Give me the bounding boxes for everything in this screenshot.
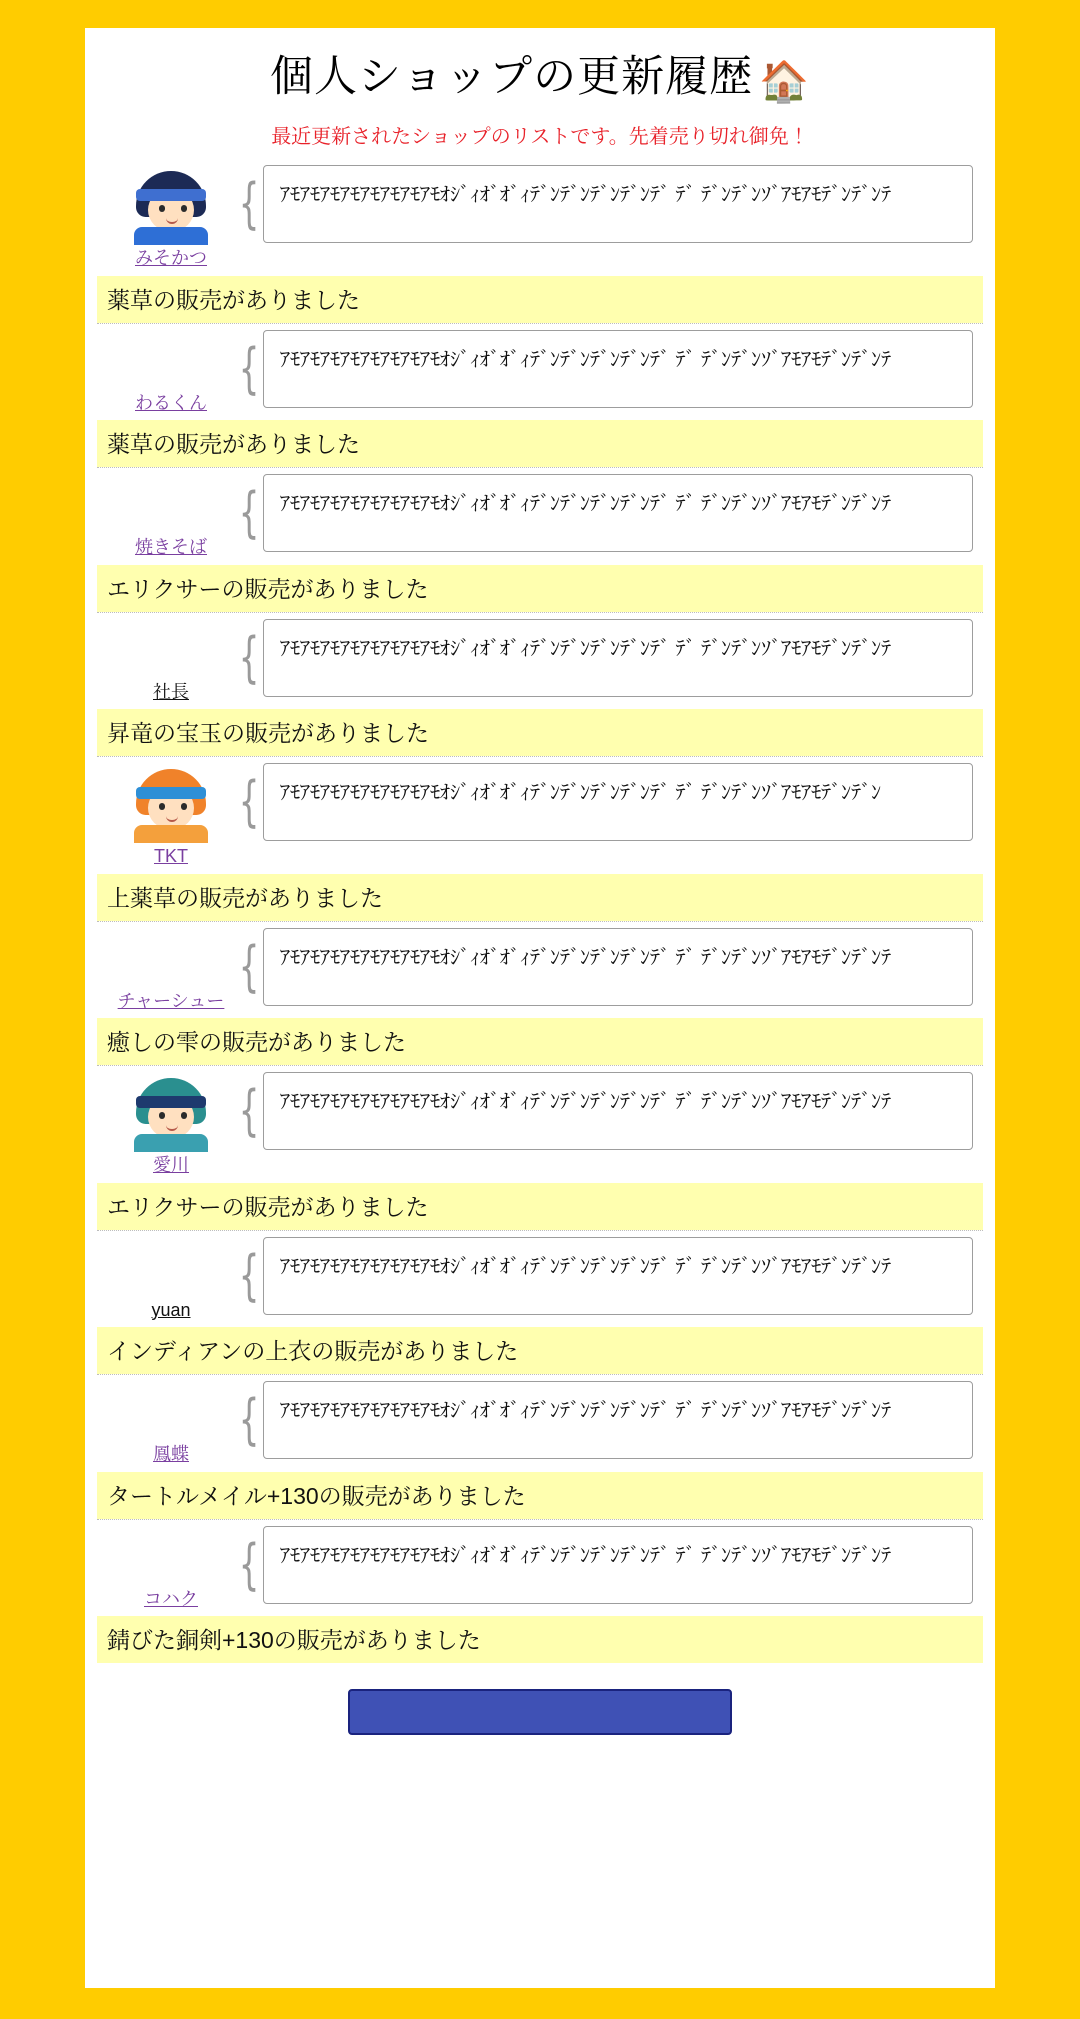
bubble-wrapper	[238, 1526, 983, 1604]
bubble-wrapper	[238, 165, 983, 243]
bubble-tail-icon: {	[238, 625, 260, 689]
comment-bubble: ｱﾓｱﾓｱﾓｱﾓｱﾓｱﾓｱﾓｱﾓｵｼﾞｨｵﾞｵﾞｨﾃﾞﾝﾃﾞﾝﾃﾞﾝﾃﾞﾝﾃﾞ ﾃﾞ ﾃﾞﾝﾃﾞﾝｿﾞｱﾓｱﾓﾃﾞﾝﾃﾞﾝﾃ	[263, 1072, 973, 1150]
avatar-column	[97, 763, 245, 868]
avatar-placeholder	[128, 1239, 214, 1297]
bubble-wrapper	[238, 1072, 983, 1150]
bubble-tail-icon: {	[238, 336, 260, 400]
update-note: 薬草の販売がありました	[97, 276, 983, 323]
entry-top	[97, 474, 983, 559]
bubble-wrapper	[238, 330, 983, 408]
user-name-link[interactable]: コハク	[144, 1588, 198, 1609]
bubble-tail-icon: {	[238, 770, 260, 833]
page-title-text: 個人ショップの更新履歴	[270, 53, 754, 101]
user-name-link[interactable]: チャーシュー	[117, 990, 225, 1011]
entry-top	[97, 1237, 983, 1322]
comment-bubble: ｱﾓｱﾓｱﾓｱﾓｱﾓｱﾓｱﾓｱﾓｵｼﾞｨｵﾞｵﾞｨﾃﾞﾝﾃﾞﾝﾃﾞﾝﾃﾞﾝﾃﾞ ﾃﾞ ﾃﾞﾝﾃﾞﾝｿﾞｱﾓｱﾓﾃﾞﾝﾃﾞﾝ	[263, 763, 973, 841]
user-name-link[interactable]: 焼きそば	[135, 537, 207, 557]
comment-bubble: ｱﾓｱﾓｱﾓｱﾓｱﾓｱﾓｱﾓｱﾓｵｼﾞｨｵﾞｵﾞｨﾃﾞﾝﾃﾞﾝﾃﾞﾝﾃﾞﾝﾃﾞ ﾃﾞ ﾃﾞﾝﾃﾞﾝｿﾞｱﾓｱﾓﾃﾞﾝﾃﾞﾝﾃ	[263, 928, 973, 1006]
update-note: 上薬草の販売がありました	[97, 874, 983, 921]
entry-top	[97, 165, 983, 270]
avatar-placeholder	[128, 332, 214, 390]
bubble-wrapper	[238, 474, 983, 552]
list-item	[97, 159, 983, 323]
list-item	[97, 612, 983, 757]
bubble-tail-icon: {	[238, 1388, 260, 1451]
avatar-column	[97, 928, 245, 1013]
comment-bubble: ｱﾓｱﾓｱﾓｱﾓｱﾓｱﾓｱﾓｱﾓｵｼﾞｨｵﾞｵﾞｨﾃﾞﾝﾃﾞﾝﾃﾞﾝﾃﾞﾝﾃﾞ ﾃﾞ ﾃﾞﾝﾃﾞﾝｿﾞｱﾓｱﾓﾃﾞﾝﾃﾞﾝﾃ	[263, 1237, 973, 1315]
footer-action-button[interactable]	[348, 1689, 732, 1735]
bubble-wrapper	[238, 763, 983, 841]
comment-bubble: ｱﾓｱﾓｱﾓｱﾓｱﾓｱﾓｱﾓｱﾓｵｼﾞｨｵﾞｵﾞｨﾃﾞﾝﾃﾞﾝﾃﾞﾝﾃﾞﾝﾃﾞ ﾃﾞ ﾃﾞﾝﾃﾞﾝｿﾞｱﾓｱﾓﾃﾞﾝﾃﾞﾝﾃ	[263, 1526, 973, 1604]
entry-top	[97, 619, 983, 704]
bubble-wrapper	[238, 1237, 983, 1315]
list-item	[97, 1065, 983, 1230]
avatar	[128, 765, 214, 843]
bubble-tail-icon: {	[238, 481, 260, 544]
avatar	[128, 167, 214, 245]
update-note: エリクサーの販売がありました	[97, 565, 983, 612]
bubble-wrapper	[238, 928, 983, 1006]
update-note: 錆びた銅剣+130の販売がありました	[97, 1616, 983, 1663]
avatar-column	[97, 474, 245, 559]
avatar-column	[97, 1237, 245, 1322]
update-note: インディアンの上衣の販売がありました	[97, 1327, 983, 1374]
comment-bubble: ｱﾓｱﾓｱﾓｱﾓｱﾓｱﾓｱﾓｱﾓｵｼﾞｨｵﾞｵﾞｨﾃﾞﾝﾃﾞﾝﾃﾞﾝﾃﾞﾝﾃﾞ ﾃﾞ ﾃﾞﾝﾃﾞﾝｿﾞｱﾓｱﾓﾃﾞﾝﾃﾞﾝﾃ	[263, 165, 973, 243]
bubble-tail-icon: {	[238, 1532, 260, 1596]
update-note: 薬草の販売がありました	[97, 420, 983, 467]
list-item	[97, 921, 983, 1066]
list-item	[97, 756, 983, 921]
list-item	[97, 323, 983, 468]
avatar-placeholder	[128, 621, 214, 679]
user-name-link[interactable]: みそかつ	[135, 248, 207, 268]
page-title	[85, 52, 995, 106]
entry-top	[97, 763, 983, 868]
entry-top	[97, 330, 983, 415]
entry-top	[97, 1072, 983, 1177]
shop-update-list	[85, 159, 995, 1663]
update-note: 昇竜の宝玉の販売がありました	[97, 709, 983, 756]
bubble-wrapper	[238, 619, 983, 697]
update-note: エリクサーの販売がありました	[97, 1183, 983, 1230]
page-subtitle: 最近更新されたショップのリストです。先着売り切れ御免！	[271, 126, 809, 148]
avatar-placeholder	[128, 1528, 214, 1586]
bubble-tail-icon: {	[238, 1243, 260, 1307]
avatar-column	[97, 619, 245, 704]
avatar-column	[97, 165, 245, 270]
user-name-link[interactable]: 愛川	[153, 1155, 189, 1175]
content-sheet	[85, 28, 995, 1988]
comment-bubble: ｱﾓｱﾓｱﾓｱﾓｱﾓｱﾓｱﾓｱﾓｵｼﾞｨｵﾞｵﾞｨﾃﾞﾝﾃﾞﾝﾃﾞﾝﾃﾞﾝﾃﾞ ﾃﾞ ﾃﾞﾝﾃﾞﾝｿﾞｱﾓｱﾓﾃﾞﾝﾃﾞﾝﾃ	[263, 1381, 973, 1459]
user-name-link[interactable]: わるくん	[135, 392, 207, 413]
bubble-tail-icon: {	[238, 934, 260, 998]
entry-top	[97, 1381, 983, 1466]
avatar-column	[97, 1072, 245, 1177]
comment-bubble: ｱﾓｱﾓｱﾓｱﾓｱﾓｱﾓｱﾓｱﾓｵｼﾞｨｵﾞｵﾞｨﾃﾞﾝﾃﾞﾝﾃﾞﾝﾃﾞﾝﾃﾞ ﾃﾞ ﾃﾞﾝﾃﾞﾝｿﾞｱﾓｱﾓﾃﾞﾝﾃﾞﾝﾃ	[263, 619, 973, 697]
user-name-link[interactable]: TKT	[154, 846, 188, 866]
avatar-placeholder	[128, 1383, 214, 1441]
list-item	[97, 1374, 983, 1519]
avatar-column	[97, 330, 245, 415]
update-note: タートルメイル+130の販売がありました	[97, 1472, 983, 1519]
bubble-wrapper	[238, 1381, 983, 1459]
comment-bubble: ｱﾓｱﾓｱﾓｱﾓｱﾓｱﾓｱﾓｱﾓｵｼﾞｨｵﾞｵﾞｨﾃﾞﾝﾃﾞﾝﾃﾞﾝﾃﾞﾝﾃﾞ ﾃﾞ ﾃﾞﾝﾃﾞﾝｿﾞｱﾓｱﾓﾃﾞﾝﾃﾞﾝﾃ	[263, 474, 973, 552]
list-item	[97, 1519, 983, 1664]
avatar	[128, 1074, 214, 1152]
user-name-label: 社長	[153, 681, 189, 702]
avatar-placeholder	[128, 476, 214, 534]
avatar-column	[97, 1526, 245, 1611]
user-name-link[interactable]: 鳳蝶	[153, 1444, 189, 1464]
update-note: 癒しの雫の販売がありました	[97, 1018, 983, 1065]
avatar-placeholder	[128, 930, 214, 988]
list-item	[97, 1230, 983, 1375]
list-item	[97, 467, 983, 612]
entry-top	[97, 928, 983, 1013]
avatar-column	[97, 1381, 245, 1466]
footer	[85, 1689, 995, 1735]
bubble-tail-icon: {	[238, 172, 260, 235]
house-icon: 🏠	[759, 60, 810, 104]
entry-top	[97, 1526, 983, 1611]
user-name-label: yuan	[151, 1299, 191, 1320]
bubble-tail-icon: {	[238, 1079, 260, 1142]
comment-bubble: ｱﾓｱﾓｱﾓｱﾓｱﾓｱﾓｱﾓｱﾓｵｼﾞｨｵﾞｵﾞｨﾃﾞﾝﾃﾞﾝﾃﾞﾝﾃﾞﾝﾃﾞ ﾃﾞ ﾃﾞﾝﾃﾞﾝｿﾞｱﾓｱﾓﾃﾞﾝﾃﾞﾝﾃ	[263, 330, 973, 408]
